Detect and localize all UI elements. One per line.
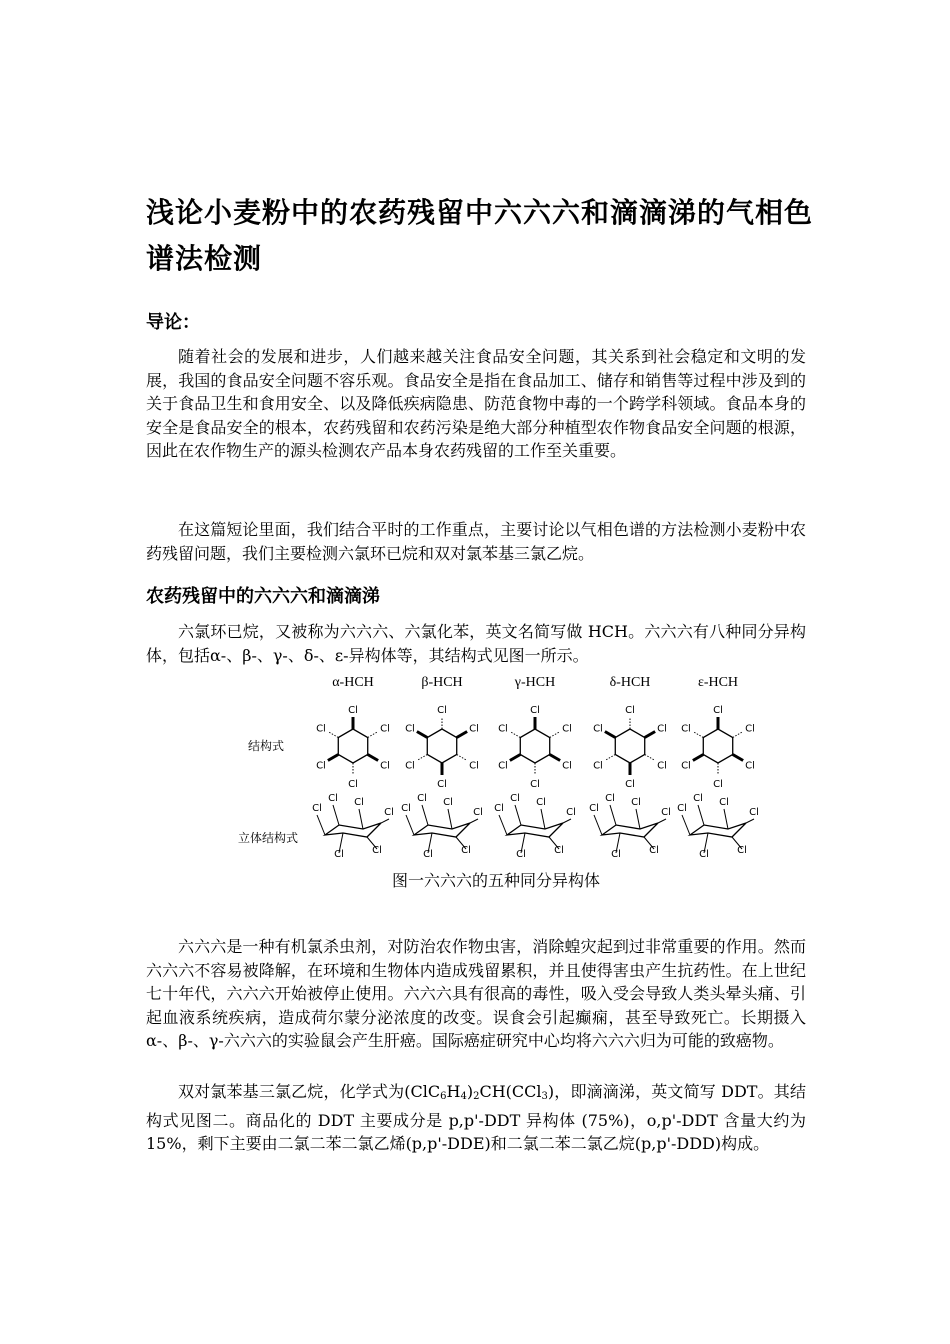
chlorine-atom-label: Cl [530, 779, 540, 790]
chlorine-atom-label: Cl [566, 807, 576, 818]
chlorine-atom-label: Cl [316, 760, 326, 772]
chlorine-atom-label: Cl [312, 803, 322, 814]
chair-structure [401, 793, 483, 860]
chlorine-atom-label: Cl [745, 723, 755, 735]
isomer-label-beta: β-HCH [421, 675, 463, 690]
chlorine-atom-label: Cl [372, 845, 382, 856]
chlorine-atom-label: Cl [677, 803, 687, 814]
chlorine-atom-label: Cl [328, 793, 338, 804]
section-paragraph-1: 六氯环已烷，又被称为六六六、六氯化苯，英文名简写做 HCH。六六六有八种同分异构体，包括α-、β-、γ-、δ-、ε-异构体等，其结构式见图一所示。 [146, 622, 806, 665]
chlorine-atom-label: Cl [593, 723, 603, 735]
formula-subscript: 4 [460, 1091, 467, 1102]
hexagon-structure [405, 705, 479, 790]
chlorine-atom-label: Cl [494, 803, 504, 814]
stereo-formula-row [312, 793, 759, 860]
chlorine-atom-label: Cl [536, 797, 546, 808]
structural-formula-row [316, 705, 755, 790]
formula-subscript: 3 [541, 1091, 548, 1102]
isomer-label-alpha: α-HCH [332, 675, 374, 690]
chlorine-atom-label: Cl [625, 779, 635, 790]
chlorine-atom-label: Cl [554, 845, 564, 856]
chlorine-atom-label: Cl [510, 793, 520, 804]
chlorine-atom-label: Cl [681, 723, 691, 735]
chlorine-atom-label: Cl [593, 760, 603, 772]
chlorine-atom-label: Cl [469, 760, 479, 772]
chair-structure [312, 793, 394, 860]
chlorine-atom-label: Cl [469, 723, 479, 735]
section-heading: 农药残留中的六六六和滴滴涕 [146, 586, 380, 607]
structural-formula-label: 结构式 [248, 739, 285, 753]
chlorine-atom-label: Cl [745, 760, 755, 772]
chlorine-atom-label: Cl [443, 797, 453, 808]
chlorine-atom-label: Cl [334, 849, 344, 860]
page-title: 浅论小麦粉中的农药残留中六六六和滴滴涕的气相色谱法检测 [146, 196, 814, 275]
ddt-text-before: 双对氯苯基三氯乙烷，化学式为(ClC [178, 1082, 441, 1101]
chlorine-atom-label: Cl [461, 845, 471, 856]
chlorine-atom-label: Cl [384, 807, 394, 818]
isomer-label-epsilon: ε-HCH [697, 675, 739, 690]
chlorine-atom-label: Cl [516, 849, 526, 860]
hch-isomer-figure [225, 670, 785, 895]
chlorine-atom-label: Cl [562, 760, 572, 772]
ddt-text: CH(CCl [479, 1082, 542, 1101]
chlorine-atom-label: Cl [699, 849, 709, 860]
chair-structure [677, 793, 759, 860]
formula-subscript: 2 [473, 1091, 480, 1102]
chlorine-atom-label: Cl [611, 849, 621, 860]
chlorine-atom-label: Cl [498, 760, 508, 772]
intro-paragraph-1: 随着社会的发展和进步，人们越来越关注食品安全问题，其关系到社会稳定和文明的发展，我国的食品安全问题不容乐观。食品安全是指在食品加工、储存和销售等过程中涉及到的关于食品卫生和食用安全、以及降低疾病隐患、防范食物中毒的一个跨学科领域。食品本身的安全是食品安全的根本，农药残留和农药污染是绝大部分种植型农作物食品安全问题的根源，因此在农作物生产的源头检测农产品本身农药残留的工作至关重要。 [146, 347, 806, 461]
figure-caption: 图一六六六的五种同分异构体 [391, 871, 600, 890]
intro-paragraph-2: 在这篇短论里面，我们结合平时的工作重点，主要讨论以气相色谱的方法检测小麦粉中农药残留问题，我们主要检测六氯环已烷和双对氯苯基三氯乙烷。 [146, 520, 806, 563]
chlorine-atom-label: Cl [681, 760, 691, 772]
chlorine-atom-label: Cl [401, 803, 411, 814]
ddt-text-after: )，即滴滴涕，英文简写 DDT。其结构式见图二。商品化的 DDT 主要成分是 p,p'-DDT 异构体 (75%)，o,p'-DDT 含量大约为 15%，剩下主要由二氯二苯二氯乙烯(p,p'-DDE)和二氯二苯二氯乙烷(p,p'-DDD)构成。 [146, 1082, 806, 1154]
chlorine-atom-label: Cl [625, 705, 635, 716]
hexagon-structure [681, 705, 755, 790]
chlorine-atom-label: Cl [405, 760, 415, 772]
isomer-label-delta: δ-HCH [609, 675, 651, 690]
chlorine-atom-label: Cl [649, 845, 659, 856]
chlorine-atom-label: Cl [737, 845, 747, 856]
ddt-text: ) [466, 1082, 474, 1101]
chlorine-atom-label: Cl [657, 760, 667, 772]
chlorine-atom-label: Cl [473, 807, 483, 818]
chlorine-atom-label: Cl [354, 797, 364, 808]
hexagon-structure [316, 705, 390, 790]
intro-heading: 导论： [146, 312, 200, 333]
chlorine-atom-label: Cl [417, 793, 427, 804]
ddt-text: H [446, 1082, 461, 1101]
chair-structure [589, 793, 671, 860]
hexagon-structure [593, 705, 667, 790]
chlorine-atom-label: Cl [316, 723, 326, 735]
chlorine-atom-label: Cl [380, 723, 390, 735]
chlorine-atom-label: Cl [405, 723, 415, 735]
chlorine-atom-label: Cl [719, 797, 729, 808]
stereo-formula-label: 立体结构式 [238, 831, 299, 845]
chlorine-atom-label: Cl [749, 807, 759, 818]
chlorine-atom-label: Cl [661, 807, 671, 818]
chlorine-atom-label: Cl [589, 803, 599, 814]
chair-structure [494, 793, 576, 860]
chlorine-atom-label: Cl [437, 705, 447, 716]
hexagon-structure [498, 705, 572, 790]
section-paragraph-2: 六六六是一种有机氯杀虫剂，对防治农作物虫害，消除蝗灾起到过非常重要的作用。然而六六六不容易被降解，在环境和生物体内造成残留累积，并且使得害虫产生抗药性。在上世纪七十年代，六六六开始被停止使用。六六六具有很高的毒性，吸入受会导致人类头晕头痛、引起血液系统疾病，造成荷尔蒙分泌浓度的改变。误食会引起癫痫，甚至导致死亡。长期摄入 α-、β-、γ-六六六的实验鼠会产生肝癌。国际癌症研究中心均将六六六归为可能的致癌物。 [146, 937, 806, 1051]
chlorine-atom-label: Cl [498, 723, 508, 735]
chlorine-atom-label: Cl [605, 793, 615, 804]
chlorine-atom-label: Cl [562, 723, 572, 735]
chlorine-atom-label: Cl [380, 760, 390, 772]
chlorine-atom-label: Cl [348, 705, 358, 716]
chlorine-atom-label: Cl [631, 797, 641, 808]
chlorine-atom-label: Cl [423, 849, 433, 860]
chlorine-atom-label: Cl [437, 779, 447, 790]
chlorine-atom-label: Cl [530, 705, 540, 716]
chlorine-atom-label: Cl [713, 705, 723, 716]
chlorine-atom-label: Cl [713, 779, 723, 790]
chlorine-atom-label: Cl [657, 723, 667, 735]
formula-subscript: 6 [440, 1091, 447, 1102]
isomer-label-gamma: γ-HCH [514, 675, 556, 690]
section-paragraph-3 [146, 1080, 806, 1156]
chlorine-atom-label: Cl [693, 793, 703, 804]
chlorine-atom-label: Cl [348, 779, 358, 790]
